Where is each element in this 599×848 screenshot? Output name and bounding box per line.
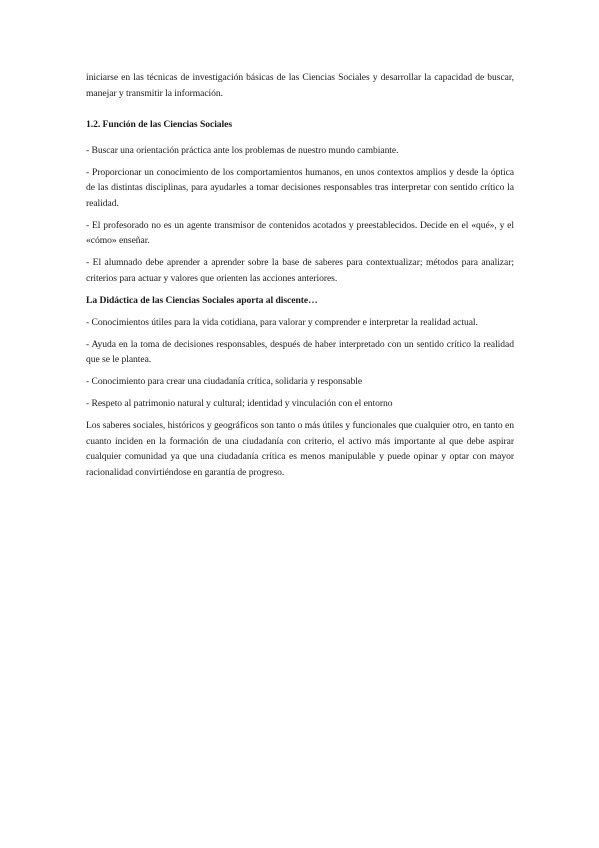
document-page	[86, 70, 514, 487]
section-item: - Buscar una orientación práctica ante los problemas de nuestro mundo cambiante.	[86, 144, 399, 156]
section-item: - El alumnado debe aprender a aprender sobre la base de saberes para contextualizar; métodos para analizar; criterios para actuar y valores que orienten las acciones anteriores.	[86, 257, 514, 284]
section-heading: 1.2. Función de las Ciencias Sociales	[86, 119, 233, 130]
didactic-item: - Conocimiento para crear una ciudadanía crítica, solidaria y responsable	[86, 376, 363, 387]
didactic-item: - Conocimientos útiles para la vida cotidiana, para valorar y comprender e interpretar la realidad actual.	[86, 316, 478, 328]
closing-paragraph: Los saberes sociales, históricos y geográficos son tanto o más útiles y funcionales que cualquier otro, en tanto en cuanto inciden en la formación de una ciudadanía con criterio, el activo más importante al que debe aspirar cualquier comunidad ya que una ciudadanía crítica es menos manipulable y puede opinar y optar con mayor racionalidad convirtiéndose en garantía de progreso.	[86, 420, 514, 478]
didactic-item: - Ayuda en la toma de decisiones responsables, después de haber interpretado con un sentido crítico la realidad que se le plantea.	[86, 338, 514, 365]
didactic-heading: La Didáctica de las Ciencias Sociales aporta al discente…	[86, 294, 318, 306]
intro-paragraph: iniciarse en las técnicas de investigación básicas de las Ciencias Sociales y desarrollar la capacidad de buscar, manejar y transmitir la información.	[86, 72, 514, 99]
didactic-item: - Respeto al patrimonio natural y cultural; identidad y vinculación con el entorno	[86, 398, 393, 409]
section-item: - Proporcionar un conocimiento de los comportamientos humanos, en unos contextos amplios y desde la óptica de las distintas disciplinas, para ayudarles a tomar decisiones responsables tras interpretar con sentido crítico la realidad.	[86, 166, 514, 209]
section-item: - El profesorado no es un agente transmisor de contenidos acotados y preestablecidos. Decide en el «qué», y el «cómo» enseñar.	[86, 219, 514, 246]
